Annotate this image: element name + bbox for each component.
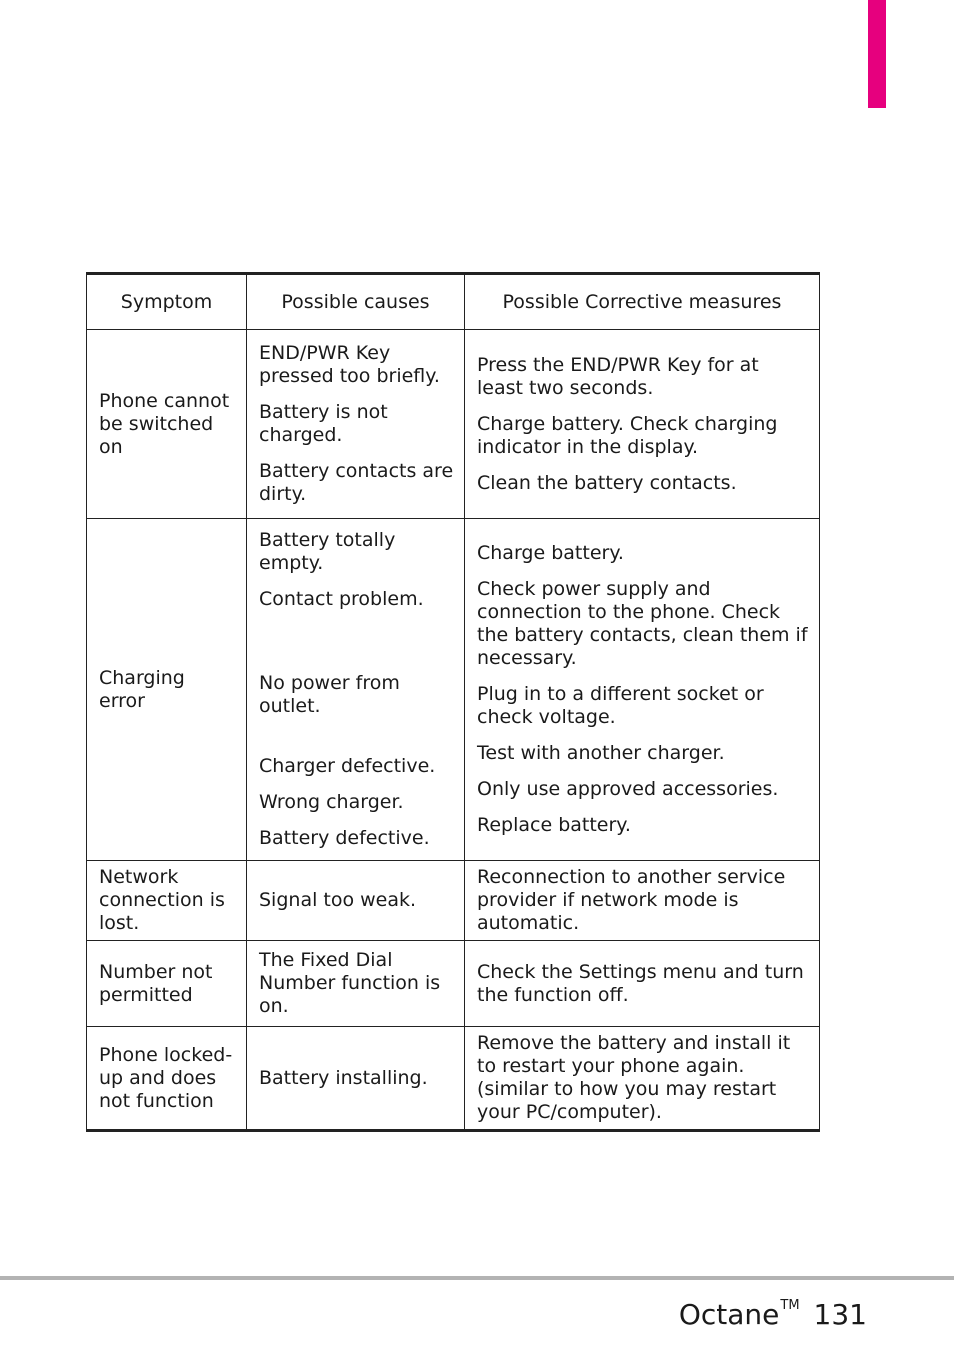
header-corrective-measures: Possible Corrective measures <box>465 274 820 330</box>
footer-rule <box>0 1276 954 1280</box>
measures-cell <box>465 1027 820 1131</box>
measures-cell: Check the Settings menu and turn the function off. <box>465 941 820 1027</box>
footer-brand <box>679 1288 867 1333</box>
table-row <box>87 330 820 519</box>
header-symptom: Symptom <box>87 274 247 330</box>
measure-item: Test with another charger. <box>477 742 725 764</box>
page-number: 131 <box>813 1298 867 1331</box>
measure-item: Replace battery. <box>477 814 631 836</box>
table-row <box>87 941 820 1027</box>
measure-item: Charge battery. Check charging indicator in the display. <box>477 412 778 458</box>
measure-item: Plug in to a different socket or check voltage. <box>477 683 764 728</box>
measure-item: (similar to how you may restart your PC/computer). <box>477 1078 777 1123</box>
table-row <box>87 519 820 861</box>
measure-item: Only use approved accessories. <box>477 778 779 800</box>
cause-item: Battery totally empty. <box>259 529 396 574</box>
measure-item: Charge battery. <box>477 542 624 564</box>
table-header-row <box>87 274 820 330</box>
measure-item: Clean the battery contacts. <box>477 471 737 494</box>
brand-name: Octane <box>678 1298 780 1331</box>
troubleshooting-table <box>86 272 820 1132</box>
cause-item: Contact problem. <box>259 588 424 610</box>
symptom-cell: Charging error <box>87 519 247 861</box>
causes-cell <box>247 519 465 861</box>
symptom-cell: Number not permitted <box>87 941 247 1027</box>
trademark-mark: TM <box>780 1298 800 1313</box>
symptom-cell: Phone locked-up and does not function <box>87 1027 247 1131</box>
cause-item: Battery contacts are dirty. <box>259 460 454 505</box>
cause-item: END/PWR Key pressed too briefly. <box>259 342 440 387</box>
causes-cell: Signal too weak. <box>247 861 465 941</box>
section-tab-marker <box>868 0 886 108</box>
symptom-cell: Phone cannot be switched on <box>87 330 247 519</box>
causes-cell: The Fixed Dial Number function is on. <box>247 941 465 1027</box>
table-row <box>87 1027 820 1131</box>
cause-item: No power from outlet. <box>259 672 400 717</box>
measures-cell <box>465 330 820 519</box>
header-possible-causes: Possible causes <box>247 274 465 330</box>
cause-item: Battery defective. <box>259 827 430 849</box>
cause-item: Battery is not charged. <box>259 401 388 446</box>
cause-item: Wrong charger. <box>259 791 404 813</box>
measure-item: Press the END/PWR Key for at least two seconds. <box>477 353 759 399</box>
table-row <box>87 861 820 941</box>
causes-cell: Battery installing. <box>247 1027 465 1131</box>
measure-item: Remove the battery and install it to restart your phone again. <box>477 1032 791 1077</box>
measures-cell <box>465 519 820 861</box>
measures-cell: Reconnection to another service provider if network mode is automatic. <box>465 861 820 941</box>
symptom-cell: Network connection is lost. <box>87 861 247 941</box>
causes-cell <box>247 330 465 519</box>
cause-item: Charger defective. <box>259 755 436 777</box>
measure-item: Check power supply and connection to the phone. Check the battery contacts, clean them if necessary. <box>477 578 808 669</box>
